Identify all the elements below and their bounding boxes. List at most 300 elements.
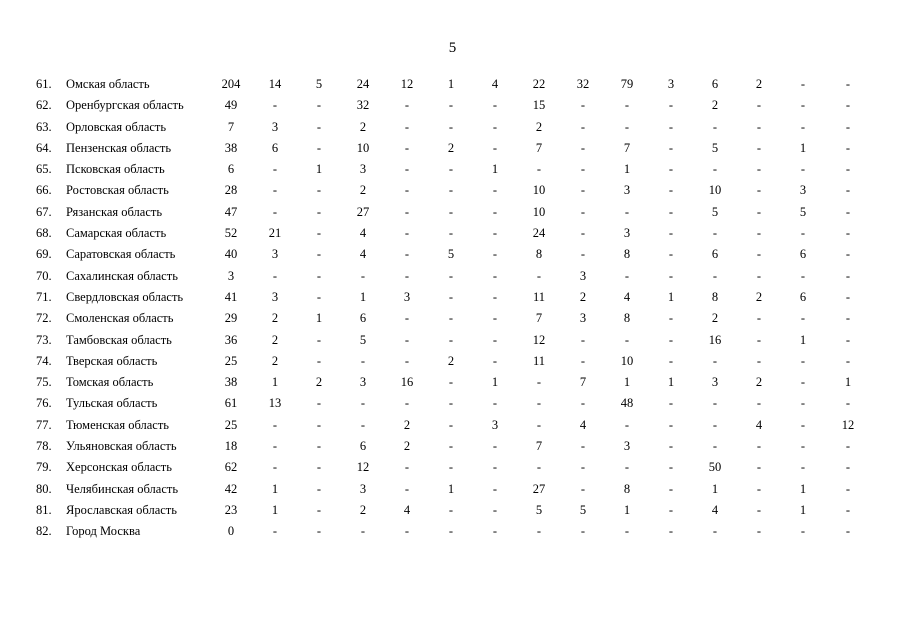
- value-cell: -: [492, 439, 498, 454]
- row-number: 74.: [36, 353, 52, 368]
- value-cell: -: [756, 226, 762, 241]
- value-cell: -: [756, 481, 762, 496]
- value-cell: 38: [224, 140, 238, 155]
- region-table: [0, 74, 905, 543]
- value-cell: -: [492, 524, 498, 539]
- value-cell: 16: [708, 332, 722, 347]
- value-cell: -: [845, 502, 851, 517]
- value-cell: 6: [711, 77, 719, 91]
- value-cell: -: [316, 183, 322, 198]
- value-cell: -: [316, 524, 322, 539]
- value-cell: -: [360, 353, 366, 368]
- value-cell: -: [448, 204, 454, 219]
- table-row: [0, 393, 905, 414]
- value-cell: -: [712, 417, 718, 432]
- value-cell: -: [845, 119, 851, 134]
- value-cell: -: [448, 119, 454, 134]
- value-cell: -: [580, 162, 586, 177]
- value-cell: -: [668, 162, 674, 177]
- value-cell: -: [756, 247, 762, 262]
- value-cell: 24: [356, 77, 370, 91]
- table-row: [0, 436, 905, 457]
- value-cell: -: [756, 162, 762, 177]
- value-cell: 41: [224, 289, 238, 304]
- value-cell: 27: [356, 204, 370, 219]
- value-cell: -: [316, 502, 322, 517]
- region-name: Челябинская область: [66, 481, 179, 496]
- value-cell: -: [316, 289, 322, 304]
- value-cell: 2: [711, 311, 719, 326]
- region-name: Псковская область: [66, 162, 165, 177]
- value-cell: -: [624, 460, 630, 475]
- value-cell: 3: [271, 247, 279, 262]
- value-cell: -: [668, 417, 674, 432]
- value-cell: -: [492, 481, 498, 496]
- value-cell: 5: [711, 140, 719, 155]
- value-cell: -: [756, 183, 762, 198]
- value-cell: 25: [224, 417, 238, 432]
- table-row: [0, 351, 905, 372]
- row-number: 68.: [36, 226, 52, 241]
- value-cell: -: [580, 332, 586, 347]
- value-cell: 1: [315, 311, 323, 326]
- value-cell: -: [800, 460, 806, 475]
- value-cell: -: [756, 311, 762, 326]
- value-cell: -: [800, 162, 806, 177]
- value-cell: 7: [579, 375, 587, 390]
- value-cell: 6: [227, 162, 235, 177]
- value-cell: -: [712, 353, 718, 368]
- value-cell: -: [800, 353, 806, 368]
- value-cell: 7: [623, 140, 631, 155]
- value-cell: 1: [799, 140, 807, 155]
- value-cell: 1: [711, 481, 719, 496]
- region-name: Тюменская область: [66, 417, 169, 432]
- value-cell: -: [580, 98, 586, 113]
- value-cell: -: [448, 396, 454, 411]
- value-cell: -: [360, 268, 366, 283]
- value-cell: -: [712, 439, 718, 454]
- value-cell: -: [536, 460, 542, 475]
- table-row: [0, 138, 905, 159]
- value-cell: 1: [667, 289, 675, 304]
- value-cell: -: [492, 226, 498, 241]
- value-cell: 10: [620, 353, 634, 368]
- row-number: 64.: [36, 140, 52, 155]
- value-cell: 28: [224, 183, 238, 198]
- value-cell: -: [316, 396, 322, 411]
- value-cell: 62: [224, 460, 238, 475]
- value-cell: 3: [623, 226, 631, 241]
- value-cell: -: [668, 119, 674, 134]
- value-cell: -: [624, 417, 630, 432]
- value-cell: -: [668, 98, 674, 113]
- value-cell: 36: [224, 332, 238, 347]
- value-cell: -: [756, 119, 762, 134]
- value-cell: 32: [576, 77, 590, 91]
- region-name: Свердловская область: [66, 289, 184, 304]
- value-cell: 15: [532, 98, 546, 113]
- value-cell: -: [448, 460, 454, 475]
- value-cell: -: [404, 268, 410, 283]
- value-cell: 1: [799, 332, 807, 347]
- value-cell: 8: [623, 247, 631, 262]
- value-cell: 12: [400, 77, 414, 91]
- value-cell: -: [448, 332, 454, 347]
- value-cell: -: [668, 140, 674, 155]
- value-cell: -: [800, 268, 806, 283]
- value-cell: -: [845, 524, 851, 539]
- value-cell: -: [580, 460, 586, 475]
- value-cell: -: [800, 375, 806, 390]
- table-row: [0, 415, 905, 436]
- value-cell: 2: [403, 439, 411, 454]
- value-cell: -: [845, 183, 851, 198]
- value-cell: 48: [620, 396, 634, 411]
- value-cell: 3: [359, 481, 367, 496]
- region-name: Херсонская область: [66, 460, 172, 475]
- value-cell: 5: [315, 77, 323, 91]
- value-cell: 6: [799, 289, 807, 304]
- value-cell: -: [448, 268, 454, 283]
- value-cell: -: [272, 268, 278, 283]
- value-cell: 7: [535, 311, 543, 326]
- region-name: Ярославская область: [66, 502, 177, 517]
- value-cell: 1: [799, 502, 807, 517]
- value-cell: 2: [271, 353, 279, 368]
- value-cell: -: [668, 204, 674, 219]
- value-cell: 1: [315, 162, 323, 177]
- value-cell: -: [756, 204, 762, 219]
- region-name: Саратовская область: [66, 247, 176, 262]
- value-cell: 5: [535, 502, 543, 517]
- value-cell: 47: [224, 204, 238, 219]
- value-cell: -: [580, 226, 586, 241]
- table-row: [0, 521, 905, 542]
- value-cell: 7: [535, 140, 543, 155]
- row-number: 66.: [36, 183, 52, 198]
- value-cell: -: [316, 439, 322, 454]
- value-cell: -: [756, 396, 762, 411]
- value-cell: -: [492, 183, 498, 198]
- region-name: Оренбургская область: [66, 98, 184, 113]
- value-cell: 1: [271, 502, 279, 517]
- value-cell: 3: [623, 183, 631, 198]
- value-cell: -: [536, 375, 542, 390]
- value-cell: 12: [841, 417, 855, 432]
- value-cell: 11: [532, 353, 546, 368]
- value-cell: -: [316, 332, 322, 347]
- value-cell: -: [360, 417, 366, 432]
- value-cell: -: [448, 162, 454, 177]
- value-cell: -: [272, 524, 278, 539]
- region-name: Самарская область: [66, 226, 167, 241]
- value-cell: -: [492, 119, 498, 134]
- value-cell: -: [580, 140, 586, 155]
- value-cell: -: [448, 289, 454, 304]
- value-cell: -: [404, 162, 410, 177]
- value-cell: -: [845, 140, 851, 155]
- table-row: [0, 223, 905, 244]
- value-cell: -: [668, 311, 674, 326]
- row-number: 77.: [36, 417, 52, 432]
- row-number: 79.: [36, 460, 52, 475]
- value-cell: -: [580, 481, 586, 496]
- value-cell: 2: [447, 140, 455, 155]
- value-cell: 3: [359, 375, 367, 390]
- value-cell: -: [624, 98, 630, 113]
- value-cell: -: [756, 502, 762, 517]
- value-cell: -: [404, 226, 410, 241]
- region-name: Пензенская область: [66, 140, 172, 155]
- value-cell: -: [624, 204, 630, 219]
- value-cell: -: [845, 247, 851, 262]
- value-cell: -: [272, 204, 278, 219]
- value-cell: -: [800, 311, 806, 326]
- value-cell: -: [845, 396, 851, 411]
- value-cell: 6: [799, 247, 807, 262]
- value-cell: 1: [799, 481, 807, 496]
- value-cell: -: [800, 417, 806, 432]
- value-cell: -: [845, 268, 851, 283]
- value-cell: -: [316, 268, 322, 283]
- value-cell: 1: [359, 289, 367, 304]
- value-cell: 10: [356, 140, 370, 155]
- value-cell: 2: [711, 98, 719, 113]
- value-cell: -: [360, 396, 366, 411]
- value-cell: -: [316, 247, 322, 262]
- value-cell: -: [845, 353, 851, 368]
- value-cell: 2: [755, 77, 763, 91]
- value-cell: -: [845, 481, 851, 496]
- table-row: [0, 244, 905, 265]
- value-cell: -: [492, 247, 498, 262]
- value-cell: 10: [532, 183, 546, 198]
- value-cell: 4: [491, 77, 499, 91]
- value-cell: -: [668, 268, 674, 283]
- value-cell: -: [845, 98, 851, 113]
- value-cell: 8: [623, 311, 631, 326]
- row-number: 69.: [36, 247, 52, 262]
- row-number: 67.: [36, 204, 52, 219]
- value-cell: 13: [268, 396, 282, 411]
- value-cell: -: [492, 289, 498, 304]
- value-cell: 2: [403, 417, 411, 432]
- value-cell: -: [668, 183, 674, 198]
- value-cell: -: [272, 98, 278, 113]
- value-cell: 22: [532, 77, 546, 91]
- region-name: Ульяновская область: [66, 439, 177, 454]
- value-cell: -: [624, 332, 630, 347]
- value-cell: -: [712, 226, 718, 241]
- value-cell: -: [845, 289, 851, 304]
- value-cell: 3: [579, 268, 587, 283]
- value-cell: 5: [711, 204, 719, 219]
- value-cell: 3: [623, 439, 631, 454]
- value-cell: -: [404, 247, 410, 262]
- value-cell: -: [492, 140, 498, 155]
- value-cell: 6: [711, 247, 719, 262]
- value-cell: -: [404, 119, 410, 134]
- value-cell: 8: [535, 247, 543, 262]
- value-cell: 1: [844, 375, 852, 390]
- table-row: [0, 457, 905, 478]
- value-cell: -: [448, 311, 454, 326]
- value-cell: 1: [491, 162, 499, 177]
- value-cell: 18: [224, 439, 238, 454]
- table-row: [0, 372, 905, 393]
- region-name: Тверская область: [66, 353, 158, 368]
- value-cell: 61: [224, 396, 238, 411]
- value-cell: -: [404, 98, 410, 113]
- value-cell: 6: [271, 140, 279, 155]
- value-cell: -: [845, 204, 851, 219]
- region-name: Тульская область: [66, 396, 158, 411]
- value-cell: 5: [579, 502, 587, 517]
- value-cell: 2: [359, 183, 367, 198]
- value-cell: 3: [667, 77, 675, 91]
- value-cell: 2: [271, 311, 279, 326]
- value-cell: -: [272, 183, 278, 198]
- row-number: 81.: [36, 502, 52, 517]
- value-cell: -: [580, 396, 586, 411]
- value-cell: 27: [532, 481, 546, 496]
- value-cell: 52: [224, 226, 238, 241]
- page-number: 5: [448, 40, 457, 56]
- value-cell: -: [756, 332, 762, 347]
- value-cell: -: [448, 183, 454, 198]
- value-cell: -: [536, 417, 542, 432]
- value-cell: -: [712, 524, 718, 539]
- value-cell: -: [756, 460, 762, 475]
- table-row: [0, 287, 905, 308]
- value-cell: -: [316, 119, 322, 134]
- table-row: [0, 330, 905, 351]
- value-cell: 7: [227, 119, 235, 134]
- value-cell: -: [316, 226, 322, 241]
- value-cell: 3: [579, 311, 587, 326]
- table-row: [0, 95, 905, 116]
- value-cell: 79: [620, 77, 634, 91]
- value-cell: 1: [271, 375, 279, 390]
- value-cell: -: [492, 332, 498, 347]
- value-cell: -: [272, 460, 278, 475]
- value-cell: -: [668, 332, 674, 347]
- value-cell: -: [492, 396, 498, 411]
- row-number: 75.: [36, 375, 52, 390]
- value-cell: -: [448, 524, 454, 539]
- value-cell: 8: [623, 481, 631, 496]
- value-cell: -: [316, 204, 322, 219]
- value-cell: 0: [227, 524, 235, 539]
- value-cell: 50: [708, 460, 722, 475]
- value-cell: -: [800, 98, 806, 113]
- row-number: 80.: [36, 481, 52, 496]
- value-cell: -: [448, 98, 454, 113]
- value-cell: 6: [359, 311, 367, 326]
- value-cell: -: [536, 268, 542, 283]
- value-cell: -: [492, 353, 498, 368]
- value-cell: -: [316, 98, 322, 113]
- value-cell: -: [800, 77, 806, 91]
- value-cell: -: [712, 119, 718, 134]
- value-cell: -: [580, 353, 586, 368]
- region-name: Смоленская область: [66, 311, 174, 326]
- value-cell: -: [845, 77, 851, 91]
- table-row: [0, 159, 905, 180]
- value-cell: -: [668, 481, 674, 496]
- value-cell: -: [668, 353, 674, 368]
- value-cell: 1: [623, 375, 631, 390]
- table-row: [0, 202, 905, 223]
- value-cell: -: [404, 311, 410, 326]
- value-cell: 29: [224, 311, 238, 326]
- value-cell: 8: [711, 289, 719, 304]
- value-cell: -: [668, 524, 674, 539]
- value-cell: 6: [359, 439, 367, 454]
- value-cell: -: [800, 226, 806, 241]
- value-cell: -: [492, 204, 498, 219]
- value-cell: -: [316, 417, 322, 432]
- value-cell: -: [404, 332, 410, 347]
- value-cell: -: [580, 524, 586, 539]
- value-cell: -: [800, 439, 806, 454]
- row-number: 72.: [36, 311, 52, 326]
- value-cell: -: [536, 396, 542, 411]
- value-cell: -: [404, 140, 410, 155]
- region-name: Рязанская область: [66, 204, 163, 219]
- value-cell: -: [404, 460, 410, 475]
- value-cell: 4: [623, 289, 631, 304]
- value-cell: 12: [356, 460, 370, 475]
- value-cell: 204: [221, 77, 241, 91]
- value-cell: 1: [623, 162, 631, 177]
- value-cell: 1: [667, 375, 675, 390]
- row-number: 82.: [36, 524, 52, 539]
- row-number: 61.: [36, 77, 52, 91]
- row-number: 63.: [36, 119, 52, 134]
- value-cell: 3: [403, 289, 411, 304]
- value-cell: -: [360, 524, 366, 539]
- row-number: 65.: [36, 162, 52, 177]
- value-cell: 11: [532, 289, 546, 304]
- value-cell: -: [756, 140, 762, 155]
- table-row: [0, 117, 905, 138]
- value-cell: 2: [755, 375, 763, 390]
- value-cell: 3: [359, 162, 367, 177]
- value-cell: 3: [227, 268, 235, 283]
- value-cell: -: [756, 353, 762, 368]
- value-cell: 2: [271, 332, 279, 347]
- value-cell: 2: [359, 119, 367, 134]
- value-cell: 2: [755, 289, 763, 304]
- value-cell: -: [668, 247, 674, 262]
- value-cell: 4: [359, 247, 367, 262]
- value-cell: -: [536, 524, 542, 539]
- value-cell: 3: [491, 417, 499, 432]
- region-name: Ростовская область: [66, 183, 169, 198]
- value-cell: -: [756, 98, 762, 113]
- value-cell: 5: [359, 332, 367, 347]
- table-row: [0, 500, 905, 521]
- value-cell: -: [580, 247, 586, 262]
- value-cell: -: [624, 119, 630, 134]
- value-cell: -: [800, 119, 806, 134]
- table-row: [0, 74, 905, 95]
- value-cell: 1: [491, 375, 499, 390]
- row-number: 78.: [36, 439, 52, 454]
- value-cell: -: [448, 439, 454, 454]
